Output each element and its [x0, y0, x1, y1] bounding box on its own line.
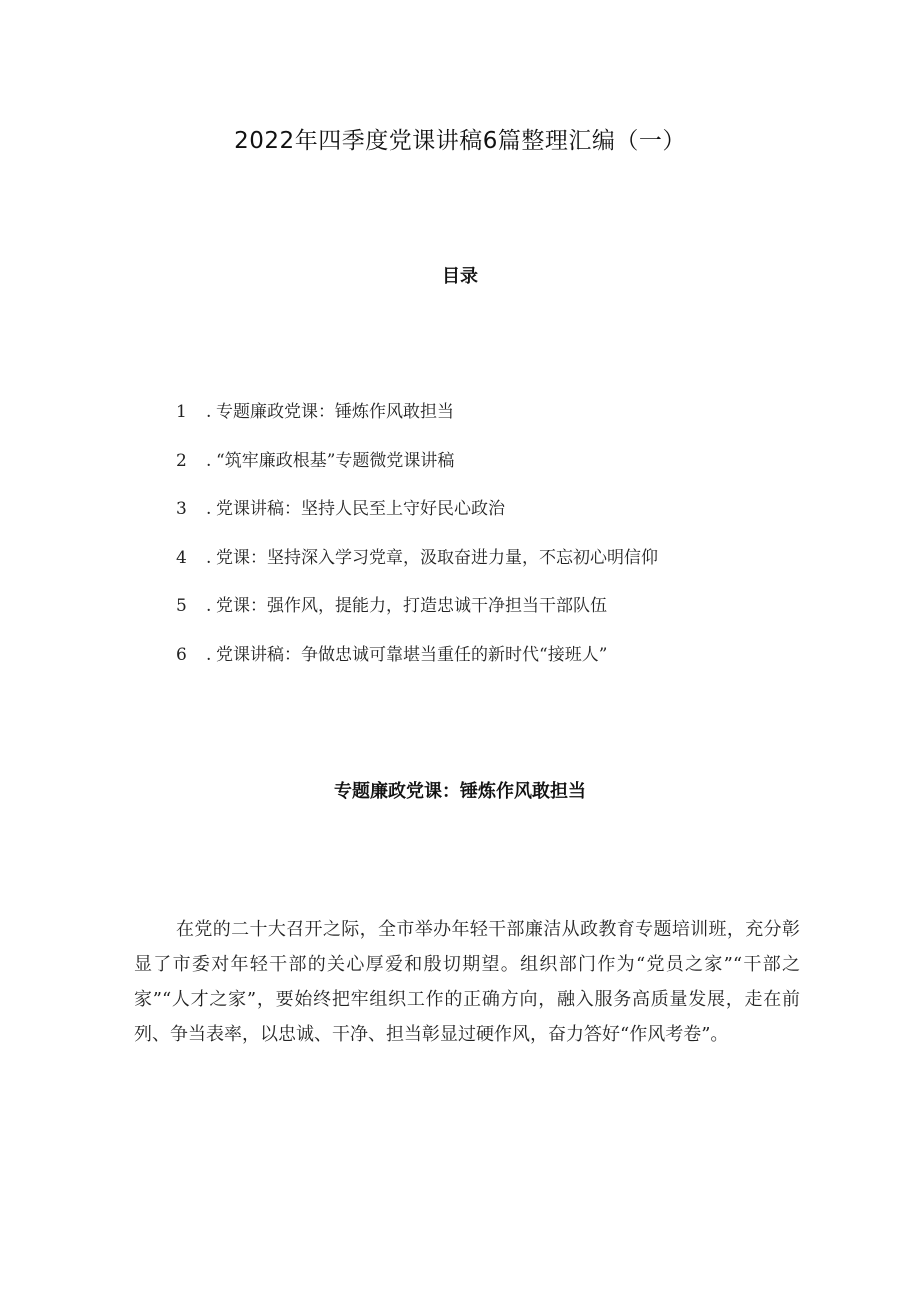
toc-item-number: 5	[176, 596, 187, 617]
toc-item-text: 党课：强作风，提能力，打造忠诚干净担当干部队伍	[216, 596, 607, 617]
document-title: 2022年四季度党课讲稿6篇整理汇编（一）	[234, 128, 686, 154]
body-paragraph: 在党的二十大召开之际，全市举办年轻干部廉洁从政教育专题培训班，充分彰显了市委对年轻干部的关心厚爱和殷切期望。组织部门作为“党员之家”“干部之家”“人才之家”，要始终把牢组织工作的正确方向，融入服务高质量发展，走在前列、争当表率，以忠诚、干净、担当彰显过硬作风，奋力答好“作风考卷”。	[134, 919, 800, 1045]
toc-item-text: 党课：坚持深入学习党章，汲取奋进力量，不忘初心明信仰	[216, 547, 658, 568]
toc-item-number: 3	[176, 499, 187, 520]
toc-item-text: 专题廉政党课：锤炼作风敢担当	[216, 402, 454, 422]
section-title: 专题廉政党课：锤炼作风敢担当	[334, 781, 586, 802]
toc-item-text: “筑牢廉政根基”专题微党课讲稿	[216, 450, 455, 471]
toc-item: 1 . 专题廉政党课：锤炼作风敢担当	[176, 398, 658, 447]
toc-item: 6 . 党课讲稿：争做忠诚可靠堪当重任的新时代“接班人”	[176, 641, 658, 690]
toc-item: 2 . “筑牢廉政根基”专题微党课讲稿	[176, 447, 658, 496]
toc-item: 4 . 党课：坚持深入学习党章，汲取奋进力量，不忘初心明信仰	[176, 544, 658, 593]
table-of-contents	[176, 398, 658, 690]
toc-item-text: 党课讲稿：争做忠诚可靠堪当重任的新时代“接班人”	[216, 644, 608, 665]
toc-item-number: 2	[176, 450, 187, 471]
toc-item-number: 6	[176, 644, 187, 665]
toc-heading: 目录	[442, 266, 478, 287]
toc-item-text: 党课讲稿：坚持人民至上守好民心政治	[216, 499, 505, 520]
toc-item-number: 4	[176, 547, 187, 568]
toc-item: 3 . 党课讲稿：坚持人民至上守好民心政治	[176, 495, 658, 544]
toc-item: 5 . 党课：强作风，提能力，打造忠诚干净担当干部队伍	[176, 592, 658, 641]
toc-item-number: 1	[176, 402, 187, 422]
